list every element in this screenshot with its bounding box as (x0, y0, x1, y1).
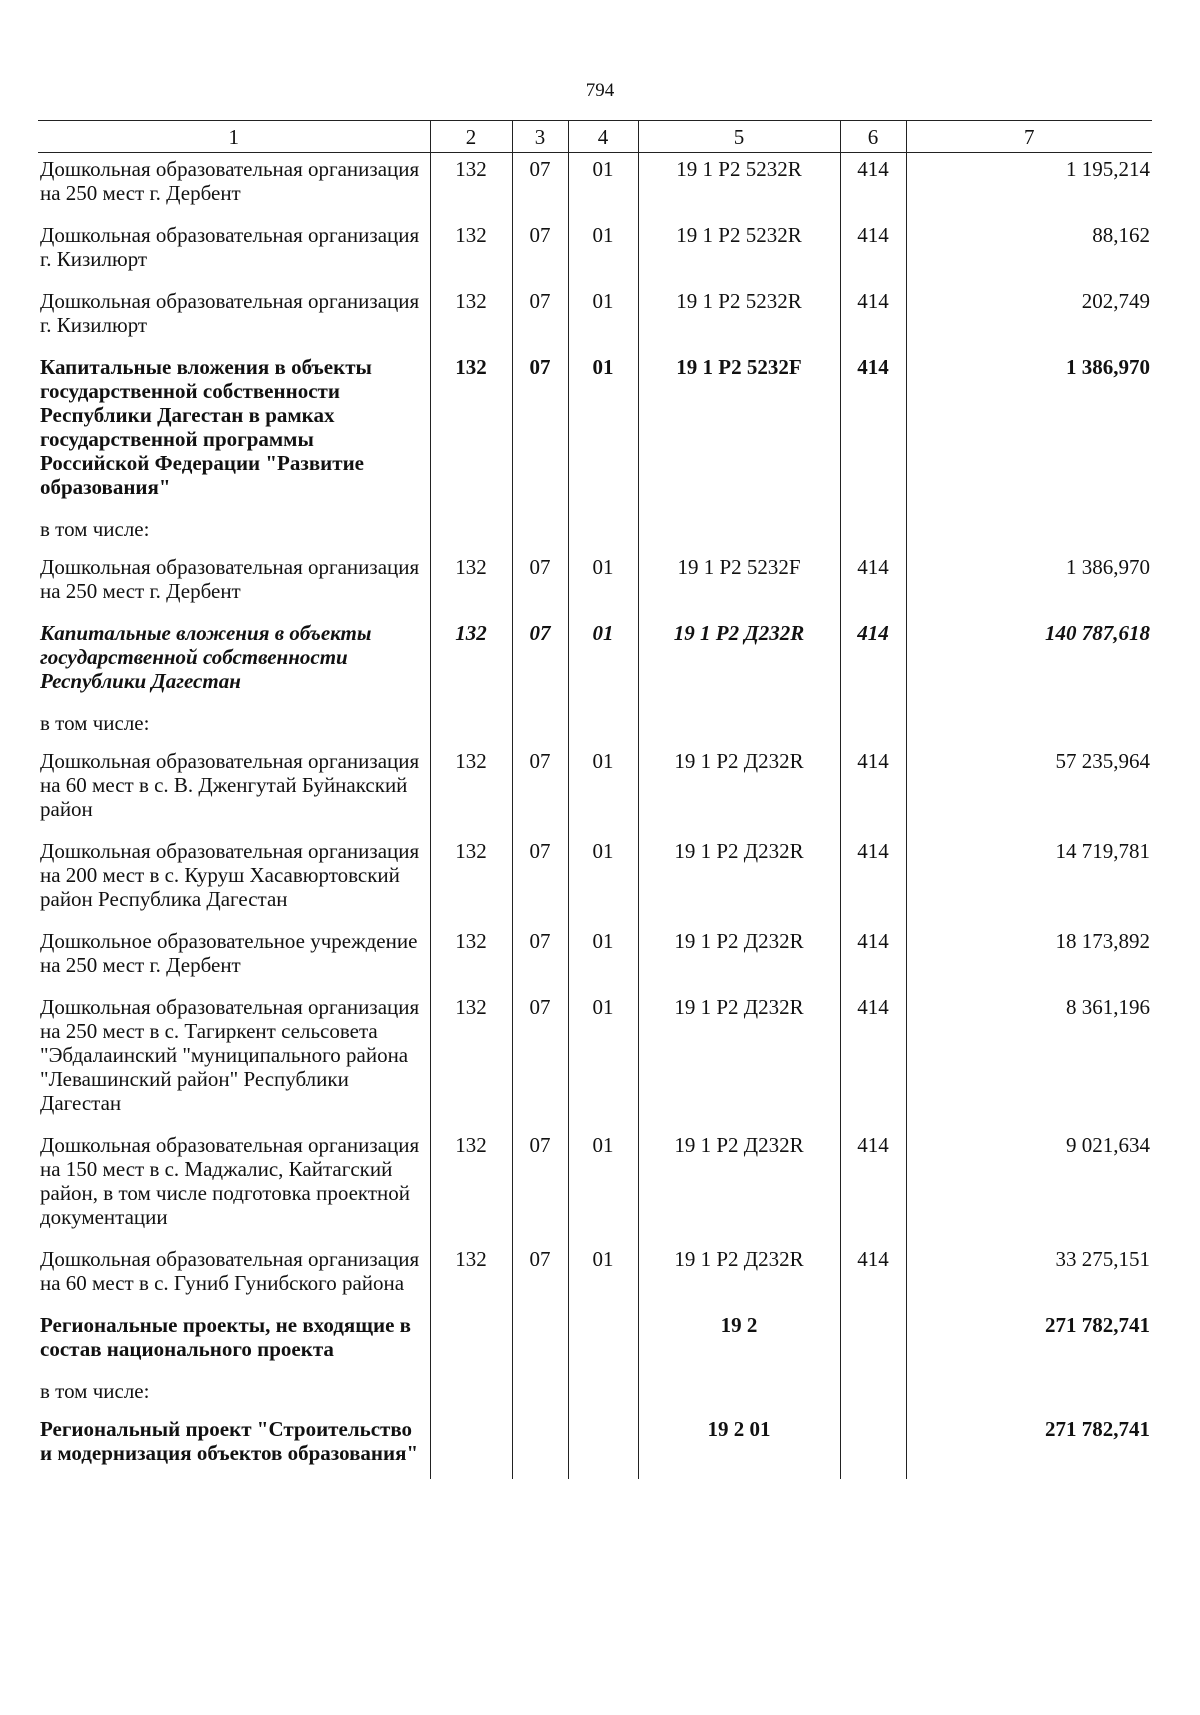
row-name-cell: Дошкольная образовательная организация на 60 мест в с. В. Дженгутай Буйнакский район (40, 749, 420, 821)
target-item-cell: 19 2 (638, 1309, 840, 1375)
target-item-cell: 19 2 01 (638, 1413, 840, 1479)
sub-subsection-cell: 01 (568, 835, 638, 925)
sub-subsection-cell: 01 (568, 1243, 638, 1309)
row-name-cell: Региональные проекты, не входящие в состав национального проекта (40, 1313, 411, 1361)
budget-table (38, 120, 1152, 1479)
amount-cell: 9 021,634 (906, 1129, 1152, 1243)
section-cell: 132 (430, 745, 512, 835)
sub-subsection-cell (568, 513, 638, 551)
target-item-cell: 19 1 Р2 Д232R (638, 835, 840, 925)
amount-cell: 271 782,741 (906, 1309, 1152, 1375)
sub-subsection-cell (568, 707, 638, 745)
subsection-cell: 07 (512, 1129, 568, 1243)
target-item-cell (638, 707, 840, 745)
header-row (38, 121, 1152, 153)
subsection-cell (512, 513, 568, 551)
table-row (38, 351, 1152, 513)
expense-type-cell: 414 (840, 285, 906, 351)
row-name-cell: в том числе: (40, 711, 150, 735)
target-item-cell: 19 1 Р2 Д232R (638, 1243, 840, 1309)
row-name-cell: Региональный проект "Строительство и модернизация объектов образования" (40, 1417, 419, 1465)
table-row (38, 219, 1152, 285)
table-row (38, 835, 1152, 925)
row-name-cell: Капитальные вложения в объекты государственной собственности Республики Дагестан в рамках государственной программы Российской Федерации "Развитие образования" (40, 355, 372, 499)
sub-subsection-cell: 01 (568, 1129, 638, 1243)
table-header (38, 121, 1152, 153)
page-number: 794 (585, 80, 615, 101)
expense-type-cell (840, 1375, 906, 1413)
sub-subsection-cell: 01 (568, 351, 638, 513)
row-name-cell: Дошкольное образовательное учреждение на 250 мест г. Дербент (40, 929, 418, 977)
subsection-cell: 07 (512, 617, 568, 707)
row-name-cell: Дошкольная образовательная организация г. Кизилюрт (40, 223, 420, 271)
target-item-cell: 19 1 Р2 Д232R (638, 1129, 840, 1243)
header-col-1: 1 (38, 121, 430, 153)
expense-type-cell (840, 513, 906, 551)
target-item-cell: 19 1 Р2 Д232R (638, 925, 840, 991)
expense-type-cell (840, 1309, 906, 1375)
amount-cell: 1 386,970 (906, 351, 1152, 513)
table-row (38, 513, 1152, 551)
amount-cell: 57 235,964 (906, 745, 1152, 835)
expense-type-cell: 414 (840, 991, 906, 1129)
section-cell (430, 513, 512, 551)
table-body (38, 153, 1152, 1480)
row-name-cell: Дошкольная образовательная организация на 150 мест в с. Маджалис, Кайтагский район, в том числе подготовка проектной документации (40, 1133, 420, 1229)
subsection-cell (512, 1375, 568, 1413)
expense-type-cell: 414 (840, 551, 906, 617)
subsection-cell: 07 (512, 991, 568, 1129)
expense-type-cell: 414 (840, 1129, 906, 1243)
subsection-cell (512, 707, 568, 745)
sub-subsection-cell (568, 1413, 638, 1479)
section-cell (430, 707, 512, 745)
amount-cell: 8 361,196 (906, 991, 1152, 1129)
target-item-cell: 19 1 Р2 5232F (638, 351, 840, 513)
table-row (38, 551, 1152, 617)
amount-cell: 18 173,892 (906, 925, 1152, 991)
header-col-5: 5 (638, 121, 840, 153)
expense-type-cell: 414 (840, 1243, 906, 1309)
target-item-cell: 19 1 Р2 5232F (638, 551, 840, 617)
expense-type-cell: 414 (840, 351, 906, 513)
subsection-cell: 07 (512, 219, 568, 285)
subsection-cell: 07 (512, 153, 568, 220)
amount-cell: 271 782,741 (906, 1413, 1152, 1479)
expense-type-cell: 414 (840, 835, 906, 925)
expense-type-cell: 414 (840, 617, 906, 707)
section-cell (430, 1309, 512, 1375)
row-name-cell: в том числе: (40, 1379, 150, 1403)
expense-type-cell (840, 1413, 906, 1479)
amount-cell: 88,162 (906, 219, 1152, 285)
section-cell: 132 (430, 551, 512, 617)
table-row (38, 1413, 1152, 1479)
subsection-cell: 07 (512, 351, 568, 513)
section-cell: 132 (430, 991, 512, 1129)
amount-cell (906, 707, 1152, 745)
amount-cell: 33 275,151 (906, 1243, 1152, 1309)
section-cell: 132 (430, 351, 512, 513)
section-cell (430, 1413, 512, 1479)
target-item-cell (638, 1375, 840, 1413)
target-item-cell: 19 1 Р2 5232R (638, 153, 840, 220)
table-row (38, 745, 1152, 835)
target-item-cell: 19 1 Р2 5232R (638, 285, 840, 351)
subsection-cell: 07 (512, 1243, 568, 1309)
expense-type-cell: 414 (840, 745, 906, 835)
amount-cell: 202,749 (906, 285, 1152, 351)
target-item-cell: 19 1 Р2 5232R (638, 219, 840, 285)
sub-subsection-cell: 01 (568, 551, 638, 617)
amount-cell: 14 719,781 (906, 835, 1152, 925)
table-row (38, 1129, 1152, 1243)
target-item-cell (638, 513, 840, 551)
table-row (38, 285, 1152, 351)
row-name-cell: в том числе: (40, 517, 150, 541)
section-cell: 132 (430, 617, 512, 707)
section-cell (430, 1375, 512, 1413)
amount-cell: 1 386,970 (906, 551, 1152, 617)
subsection-cell: 07 (512, 925, 568, 991)
table-row (38, 153, 1152, 220)
sub-subsection-cell: 01 (568, 745, 638, 835)
expense-type-cell: 414 (840, 219, 906, 285)
section-cell: 132 (430, 153, 512, 220)
row-name-cell: Дошкольная образовательная организация на 250 мест г. Дербент (40, 157, 420, 205)
subsection-cell (512, 1413, 568, 1479)
sub-subsection-cell: 01 (568, 153, 638, 220)
expense-type-cell: 414 (840, 153, 906, 220)
row-name-cell: Дошкольная образовательная организация на 60 мест в с. Гуниб Гунибского района (40, 1247, 420, 1295)
sub-subsection-cell: 01 (568, 925, 638, 991)
row-name-cell: Дошкольная образовательная организация на 200 мест в с. Куруш Хасавюртовский район Республика Дагестан (40, 839, 420, 911)
amount-cell: 1 195,214 (906, 153, 1152, 220)
amount-cell: 140 787,618 (906, 617, 1152, 707)
sub-subsection-cell (568, 1309, 638, 1375)
header-col-2: 2 (430, 121, 512, 153)
table-row (38, 617, 1152, 707)
row-name-cell: Дошкольная образовательная организация на 250 мест в с. Тагиркент сельсовета "Эбдалаинский "муниципального района "Левашинский район" Республики Дагестан (40, 995, 420, 1115)
subsection-cell: 07 (512, 835, 568, 925)
header-col-6: 6 (840, 121, 906, 153)
subsection-cell: 07 (512, 551, 568, 617)
section-cell: 132 (430, 925, 512, 991)
section-cell: 132 (430, 1243, 512, 1309)
sub-subsection-cell: 01 (568, 219, 638, 285)
subsection-cell (512, 1309, 568, 1375)
section-cell: 132 (430, 285, 512, 351)
expense-type-cell: 414 (840, 925, 906, 991)
table-row (38, 1243, 1152, 1309)
row-name-cell: Дошкольная образовательная организация на 250 мест г. Дербент (40, 555, 420, 603)
target-item-cell: 19 1 Р2 Д232R (638, 745, 840, 835)
table-row (38, 991, 1152, 1129)
subsection-cell: 07 (512, 285, 568, 351)
table-row (38, 1375, 1152, 1413)
header-col-4: 4 (568, 121, 638, 153)
sub-subsection-cell: 01 (568, 991, 638, 1129)
target-item-cell: 19 1 Р2 Д232R (638, 617, 840, 707)
target-item-cell: 19 1 Р2 Д232R (638, 991, 840, 1129)
sub-subsection-cell: 01 (568, 285, 638, 351)
row-name-cell: Капитальные вложения в объекты государственной собственности Республики Дагестан (40, 621, 372, 693)
table-row (38, 1309, 1152, 1375)
section-cell: 132 (430, 835, 512, 925)
header-col-7: 7 (906, 121, 1152, 153)
amount-cell (906, 513, 1152, 551)
expense-type-cell (840, 707, 906, 745)
table-row (38, 925, 1152, 991)
section-cell: 132 (430, 219, 512, 285)
section-cell: 132 (430, 1129, 512, 1243)
sub-subsection-cell: 01 (568, 617, 638, 707)
amount-cell (906, 1375, 1152, 1413)
row-name-cell: Дошкольная образовательная организация г. Кизилюрт (40, 289, 420, 337)
table-row (38, 707, 1152, 745)
header-col-3: 3 (512, 121, 568, 153)
subsection-cell: 07 (512, 745, 568, 835)
sub-subsection-cell (568, 1375, 638, 1413)
